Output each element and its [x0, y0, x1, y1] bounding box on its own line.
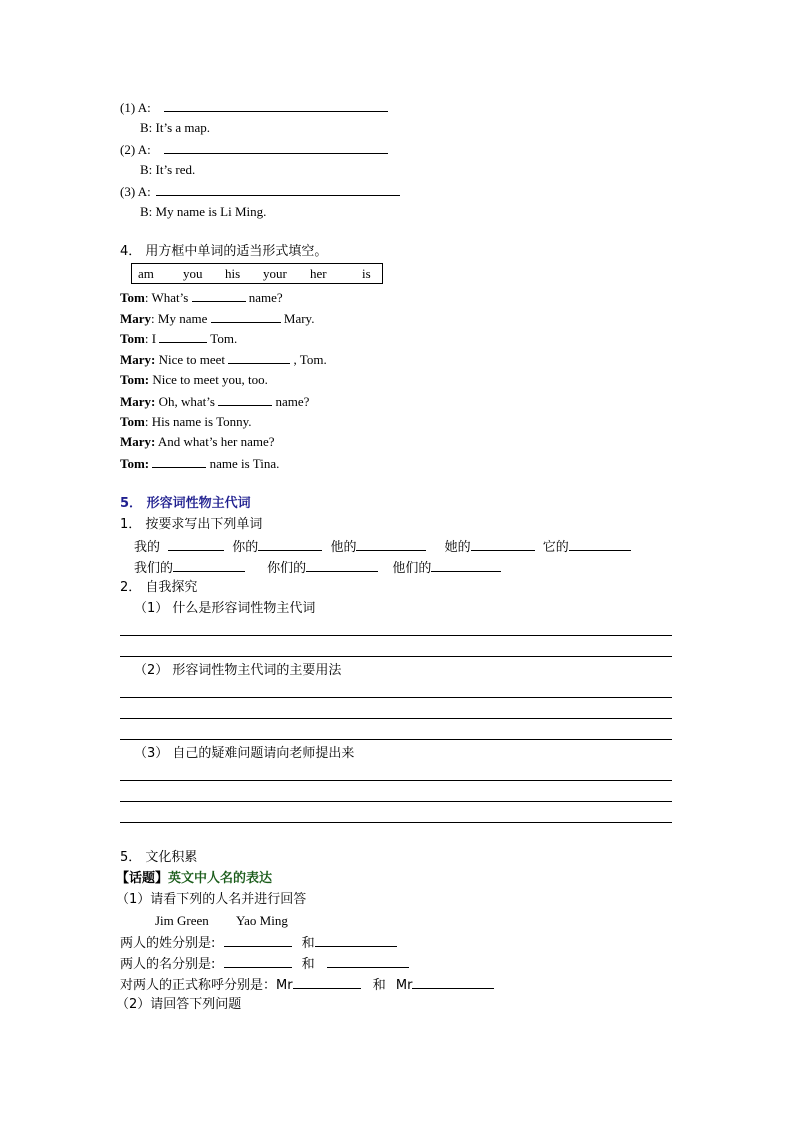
dialog-line-3 [120, 330, 237, 347]
word-am: am [138, 266, 154, 281]
mr-label: Mr [276, 978, 293, 993]
speaker: Mary: [120, 434, 156, 449]
dialog-line-6 [120, 393, 309, 410]
pronoun-blank[interactable] [173, 559, 245, 572]
formal-blank-1[interactable] [293, 976, 361, 989]
and-label: 和 [372, 978, 386, 993]
pronoun-blank[interactable] [356, 538, 426, 551]
pronoun-label: 你们的 [267, 561, 307, 576]
word-is: is [362, 266, 371, 281]
q2-b-text: B: It’s red. [140, 162, 196, 177]
blank-6[interactable] [218, 393, 272, 406]
surname-label: 两人的姓分别是: [120, 936, 216, 951]
pronoun-row-1 [134, 538, 631, 556]
word-you: you [183, 266, 203, 281]
culture-p2: （2）请回答下列问题 [116, 997, 242, 1012]
answer-line[interactable] [120, 697, 672, 698]
pronoun-label: 他们的 [392, 561, 432, 576]
line-text: Oh, what’s [155, 394, 219, 409]
answer-line[interactable] [120, 635, 672, 636]
sep: : [144, 414, 149, 429]
line-text: My name [154, 311, 211, 326]
blank-4[interactable] [228, 351, 290, 364]
blank-3[interactable] [159, 330, 207, 343]
word-your: your [263, 266, 287, 281]
answer-line[interactable] [120, 656, 672, 657]
sep: : [151, 311, 155, 326]
speaker: Tom [120, 414, 145, 429]
pronoun-blank[interactable] [258, 538, 322, 551]
line-text: And what’s her name? [155, 434, 275, 449]
blank-2[interactable] [211, 310, 281, 323]
section5-heading: 5． 形容词性物主代词 [120, 496, 251, 511]
given-blank-1[interactable] [224, 955, 292, 968]
sep: : [144, 290, 149, 305]
dialog-q3-b [140, 204, 266, 220]
line-text: His name is Tonny. [148, 414, 252, 429]
line-text: I [148, 331, 160, 346]
speaker: Tom [120, 290, 145, 305]
formal-row [120, 976, 494, 994]
pronoun-blank[interactable] [569, 538, 631, 551]
explore-q3: （3） 自己的疑难问题请向老师提出来 [134, 746, 355, 761]
speaker: Tom [120, 331, 145, 346]
line-text: Nice to meet you, too. [149, 372, 268, 387]
dialog-line-9 [120, 455, 279, 472]
dialog-q1-a [120, 99, 388, 116]
q2-a-label: (2) A: [120, 142, 151, 157]
pronoun-label: 我的 [134, 540, 161, 555]
dialog-line-7 [120, 414, 252, 430]
topic-bracket: 【话题】 [116, 871, 169, 886]
pronoun-row-2 [134, 559, 501, 577]
speaker: Tom: [120, 456, 150, 471]
dialog-line-4 [120, 351, 327, 368]
blank-1[interactable] [192, 289, 246, 302]
q1-a-blank[interactable] [164, 99, 388, 112]
section5-sub2: 2． 自我探究 [120, 580, 198, 595]
given-blank-2[interactable] [327, 955, 409, 968]
formal-label: 对两人的正式称呼分别是： [120, 978, 277, 993]
pronoun-label: 我们的 [134, 561, 174, 576]
given-row [120, 955, 409, 973]
pronoun-label: 它的 [542, 540, 569, 555]
line-text: name? [275, 394, 310, 409]
blank-9[interactable] [152, 455, 206, 468]
sep: : [144, 331, 149, 346]
answer-line[interactable] [120, 718, 672, 719]
section4-heading: 4． 用方框中单词的适当形式填空。 [120, 244, 328, 259]
line-text: name is Tina. [209, 456, 280, 471]
answer-line[interactable] [120, 739, 672, 740]
pronoun-blank[interactable] [168, 538, 224, 551]
name-2: Yao Ming [236, 913, 288, 928]
line-text: What’s [148, 290, 192, 305]
section5-sub1: 1． 按要求写出下列单词 [120, 517, 263, 532]
topic-title: 英文中人名的表达 [168, 871, 273, 886]
and-label: 和 [301, 936, 315, 951]
pronoun-label: 她的 [444, 540, 471, 555]
pronoun-blank[interactable] [471, 538, 535, 551]
speaker: Mary: [120, 394, 156, 409]
mr-label: Mr [395, 978, 413, 993]
given-label: 两人的名分别是: [120, 957, 216, 972]
dialog-line-1 [120, 289, 283, 306]
pronoun-blank[interactable] [306, 559, 378, 572]
speaker: Tom: [120, 372, 150, 387]
line-text: Mary. [283, 311, 315, 326]
q1-b-text: B: It’s a map. [140, 120, 211, 135]
explore-q2: （2） 形容词性物主代词的主要用法 [134, 663, 342, 678]
q3-a-label: (3) A: [120, 184, 151, 199]
line-text: Nice to meet [155, 352, 229, 367]
name-1: Jim Green [155, 913, 209, 928]
culture-p1: （1）请看下列的人名并进行回答 [116, 892, 307, 907]
speaker: Mary [120, 311, 152, 326]
speaker: Mary: [120, 352, 156, 367]
dialog-q2-b [140, 162, 195, 178]
pronoun-label: 他的 [330, 540, 357, 555]
q2-a-blank[interactable] [164, 141, 388, 154]
pronoun-blank[interactable] [431, 559, 501, 572]
surname-row [120, 934, 397, 952]
answer-line[interactable] [120, 801, 672, 802]
formal-blank-2[interactable] [412, 976, 494, 989]
pronoun-label: 你的 [232, 540, 259, 555]
dialog-q1-b [140, 120, 210, 136]
answer-line[interactable] [120, 780, 672, 781]
line-text: name? [248, 290, 283, 305]
dialog-q2-a [120, 141, 388, 158]
dialog-line-5 [120, 372, 268, 388]
topic-line [116, 871, 272, 887]
dialog-line-8 [120, 434, 275, 450]
line-text: , Tom. [293, 352, 327, 367]
line-text: Tom. [210, 331, 238, 346]
word-his: his [225, 266, 241, 281]
q1-a-label: (1) A: [120, 100, 151, 115]
answer-line[interactable] [120, 822, 672, 823]
word-her: her [310, 266, 327, 281]
explore-q1: （1） 什么是形容词性物主代词 [134, 601, 316, 616]
q3-a-blank[interactable] [156, 183, 400, 196]
culture-heading: 5． 文化积累 [120, 850, 198, 865]
dialog-q3-a [120, 183, 400, 200]
and-label: 和 [301, 957, 315, 972]
q3-b-text: B: My name is Li Ming. [140, 204, 267, 219]
dialog-line-2 [120, 310, 314, 327]
word-box [131, 263, 383, 284]
names-row [155, 913, 288, 929]
surname-blank-1[interactable] [224, 934, 292, 947]
surname-blank-2[interactable] [315, 934, 397, 947]
